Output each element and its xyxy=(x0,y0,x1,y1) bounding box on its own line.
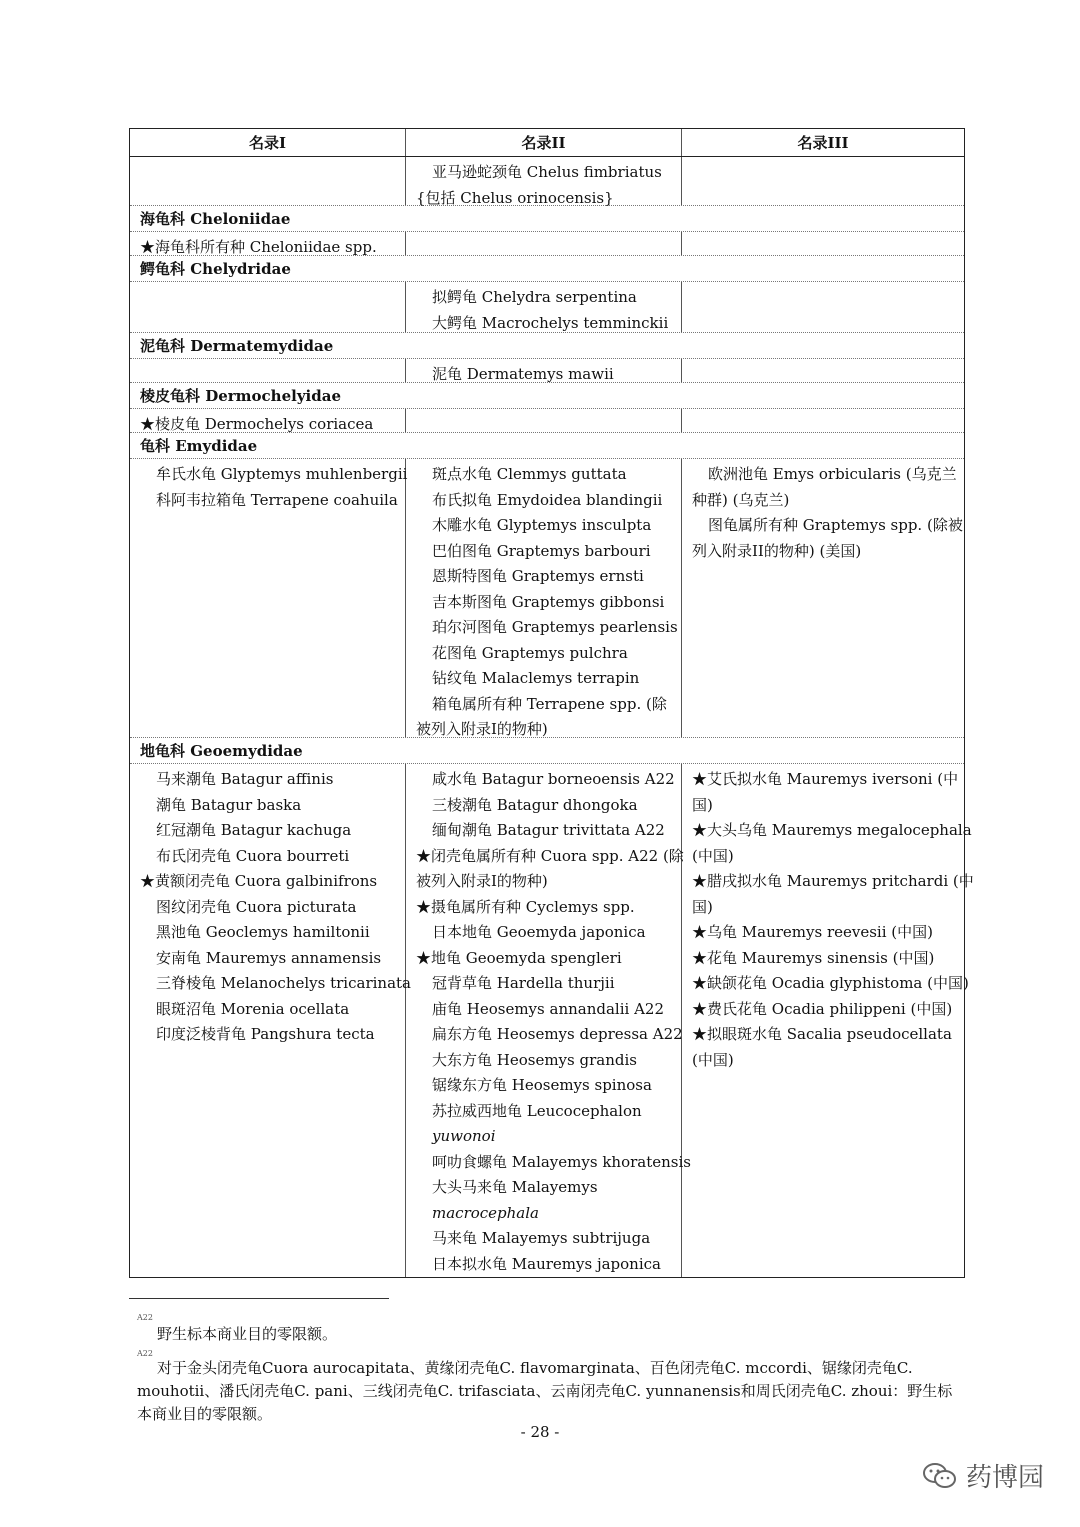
species-entry: ★拟眼斑水龟 Sacalia pseudocellata xyxy=(692,1025,952,1043)
cell-app2 xyxy=(406,764,691,1277)
cell-app2 xyxy=(406,232,682,255)
species-entry: 图纹闭壳龟 Cuora picturata xyxy=(156,897,357,916)
species-entry: ★费氏花龟 Ocadia philippeni (中国) xyxy=(692,999,953,1018)
species-entry: 种群) (乌克兰) xyxy=(692,490,790,509)
watermark-text: 药博园 xyxy=(966,1463,1045,1493)
cell-app1 xyxy=(130,157,406,205)
species-entry: ★大头乌龟 Mauremys megalocephala xyxy=(692,821,972,839)
cell-app3 xyxy=(682,764,980,1277)
species-entry: (中国) xyxy=(692,846,734,865)
species-entry: 布氏闭壳龟 Cuora bourreti xyxy=(156,846,350,865)
cell-app2 xyxy=(406,282,682,332)
cell-app2 xyxy=(406,157,682,205)
footnote-mark: A22 xyxy=(137,1349,153,1358)
cell-app1 xyxy=(130,359,406,382)
species-entry: ★海龟科所有种 Cheloniidae spp. xyxy=(140,238,377,256)
family-heading: 地龟科 Geoemydidae xyxy=(130,738,964,764)
species-entry: 大东方龟 Heosemys grandis xyxy=(432,1050,637,1069)
species-entry: 马来潮龟 Batagur affinis xyxy=(156,770,334,788)
cell-app2 xyxy=(406,359,682,382)
species-entry: 国) xyxy=(692,795,713,814)
cell-app3 xyxy=(682,157,964,205)
header-appendix-2: 名录II xyxy=(406,129,682,156)
cell-app3 xyxy=(682,409,964,432)
species-entry: 被列入附录I的物种) xyxy=(416,872,548,890)
species-entry: 日本地龟 Geoemyda japonica xyxy=(432,923,646,941)
cell-app3 xyxy=(682,359,964,382)
species-entry: (中国) xyxy=(692,1050,734,1069)
species-entry: 庙龟 Heosemys annandalii A22 xyxy=(432,999,664,1018)
cell-app1 xyxy=(130,232,406,255)
species-entry: 大鳄龟 Macrochelys temminckii xyxy=(432,313,669,332)
species-entry: 巴伯图龟 Graptemys barbouri xyxy=(432,541,651,560)
species-entry: 斑点水龟 Clemmys guttata xyxy=(432,465,627,483)
species-entry: 箱龟属所有种 Terrapene spp. (除 xyxy=(432,694,667,713)
species-entry: 安南龟 Mauremys annamensis xyxy=(156,948,382,967)
species-entry: 马来龟 Malayemys subtrijuga xyxy=(432,1229,651,1247)
footnote-text: 野生标本商业目的零限额。 xyxy=(157,1325,338,1343)
watermark xyxy=(922,1457,1044,1494)
cell-app1 xyxy=(130,282,406,332)
table-header xyxy=(130,129,964,157)
species-entry: 木雕水龟 Glyptemys insculpta xyxy=(432,516,652,534)
species-entry: ★艾氏拟水龟 Mauremys iversoni (中 xyxy=(692,770,959,788)
species-entry: 黑池龟 Geoclemys hamiltonii xyxy=(156,923,370,941)
species-entry: {包括 Chelus orinocensis} xyxy=(416,188,614,207)
species-entry: 牟氏水龟 Glyptemys muhlenbergii xyxy=(156,465,408,483)
species-entry: ★缺颌花龟 Ocadia glyphistoma (中国) xyxy=(692,974,969,992)
species-entry: 被列入附录I的物种) xyxy=(416,720,548,738)
species-entry: 冠背草龟 Hardella thurjii xyxy=(432,974,615,992)
cell-app1 xyxy=(130,409,406,432)
species-entry: 缅甸潮龟 Batagur trivittata A22 xyxy=(432,821,665,839)
wechat-icon xyxy=(922,1461,958,1491)
species-entry: 三棱潮龟 Batagur dhongoka xyxy=(432,795,638,814)
species-entry: 亚马逊蛇颈龟 Chelus fimbriatus xyxy=(432,163,662,181)
species-entry: 三脊棱龟 Melanochelys tricarinata xyxy=(156,974,411,992)
species-entry: 苏拉威西地龟 Leucocephalon xyxy=(432,1101,642,1120)
cell-app3 xyxy=(682,282,964,332)
species-entry: 花图龟 Graptemys pulchra xyxy=(432,643,628,662)
species-entry: yuwonoi xyxy=(432,1127,496,1145)
species-entry: ★乌龟 Mauremys reevesii (中国) xyxy=(692,923,933,941)
family-heading: 海龟科 Cheloniidae xyxy=(130,206,964,232)
table-row xyxy=(130,282,964,333)
family-heading: 棱皮龟科 Dermochelyidae xyxy=(130,383,964,409)
table-row xyxy=(130,359,964,383)
cell-app1 xyxy=(130,459,406,737)
species-entry: ★闭壳龟属所有种 Cuora spp. A22 (除 xyxy=(416,846,684,865)
table-row xyxy=(130,459,964,738)
species-entry: ★花龟 Mauremys sinensis (中国) xyxy=(692,948,935,967)
species-entry: 扁东方龟 Heosemys depressa A22 xyxy=(432,1025,683,1043)
family-heading: 鳄龟科 Chelydridae xyxy=(130,256,964,282)
header-appendix-1: 名录I xyxy=(130,129,406,156)
species-entry: ★腊戌拟水龟 Mauremys pritchardi (中 xyxy=(692,872,974,890)
species-entry: 泥龟 Dermatemys mawii xyxy=(432,365,614,383)
species-entry: 拟鳄龟 Chelydra serpentina xyxy=(432,288,637,306)
species-entry: 列入附录II的物种) (美国) xyxy=(692,541,862,560)
footnote-mark: A22 xyxy=(137,1313,153,1322)
family-heading: 泥龟科 Dermatemydidae xyxy=(130,333,964,359)
species-entry: 欧洲池龟 Emys orbicularis (乌克兰 xyxy=(708,465,957,483)
species-entry: 眼斑沼龟 Morenia ocellata xyxy=(156,999,350,1018)
cell-app3 xyxy=(682,232,964,255)
species-entry: 日本拟水龟 Mauremys japonica xyxy=(432,1254,661,1273)
page-number: - 28 - xyxy=(520,1423,560,1441)
species-entry: 吉本斯图龟 Graptemys gibbonsi xyxy=(432,592,665,611)
species-entry: ★摄龟属所有种 Cyclemys spp. xyxy=(416,897,635,916)
species-entry: 呵叻食螺龟 Malayemys khoratensis xyxy=(432,1152,691,1171)
cell-app2 xyxy=(406,409,682,432)
species-entry: ★黄额闭壳龟 Cuora galbinifrons xyxy=(140,872,378,890)
cell-app2 xyxy=(406,459,682,737)
species-entry: 印度泛棱背龟 Pangshura tecta xyxy=(156,1025,375,1043)
cell-app1 xyxy=(130,764,411,1277)
footnote-separator xyxy=(129,1298,389,1299)
cites-appendix-table xyxy=(129,128,974,1278)
table-row xyxy=(130,764,974,1277)
species-entry: macrocephala xyxy=(432,1203,539,1222)
footnote-text: 对于金头闭壳龟Cuora aurocapitata、黄缘闭壳龟C. flavomarginata、百色闭壳龟C. mccordi、锯缘闭壳龟C. mouhotii、潘氏闭壳龟C. pani、三线闭壳龟C. trifasciata、云南闭壳龟C. yunnanensis和周氏闭壳龟C. zhoui：野生标本商业目的零限额。 xyxy=(137,1359,953,1423)
species-entry: 潮龟 Batagur baska xyxy=(156,795,302,814)
table-row xyxy=(130,409,964,433)
species-entry: 大头马来龟 Malayemys xyxy=(432,1178,598,1196)
species-entry: 科阿韦拉箱龟 Terrapene coahuila xyxy=(156,490,398,509)
species-entry: 恩斯特图龟 Graptemys ernsti xyxy=(432,567,644,585)
cell-app3 xyxy=(682,459,969,737)
species-entry: 钻纹龟 Malaclemys terrapin xyxy=(432,669,640,687)
family-heading: 龟科 Emydidae xyxy=(130,433,964,459)
species-entry: ★地龟 Geoemyda spengleri xyxy=(416,948,622,967)
species-entry: 图龟属所有种 Graptemys spp. (除被 xyxy=(708,516,963,534)
species-entry: 咸水龟 Batagur borneoensis A22 xyxy=(432,770,675,788)
species-entry: ★棱皮龟 Dermochelys coriacea xyxy=(140,415,374,433)
species-entry: 锯缘东方龟 Heosemys spinosa xyxy=(432,1076,652,1094)
species-entry: 红冠潮龟 Batagur kachuga xyxy=(156,821,352,839)
table-row xyxy=(130,157,964,206)
species-entry: 珀尔河图龟 Graptemys pearlensis xyxy=(432,618,678,636)
table-row xyxy=(130,232,964,256)
header-appendix-3: 名录III xyxy=(797,134,849,152)
species-entry: 国) xyxy=(692,897,713,916)
species-entry: 布氏拟龟 Emydoidea blandingii xyxy=(432,490,663,509)
